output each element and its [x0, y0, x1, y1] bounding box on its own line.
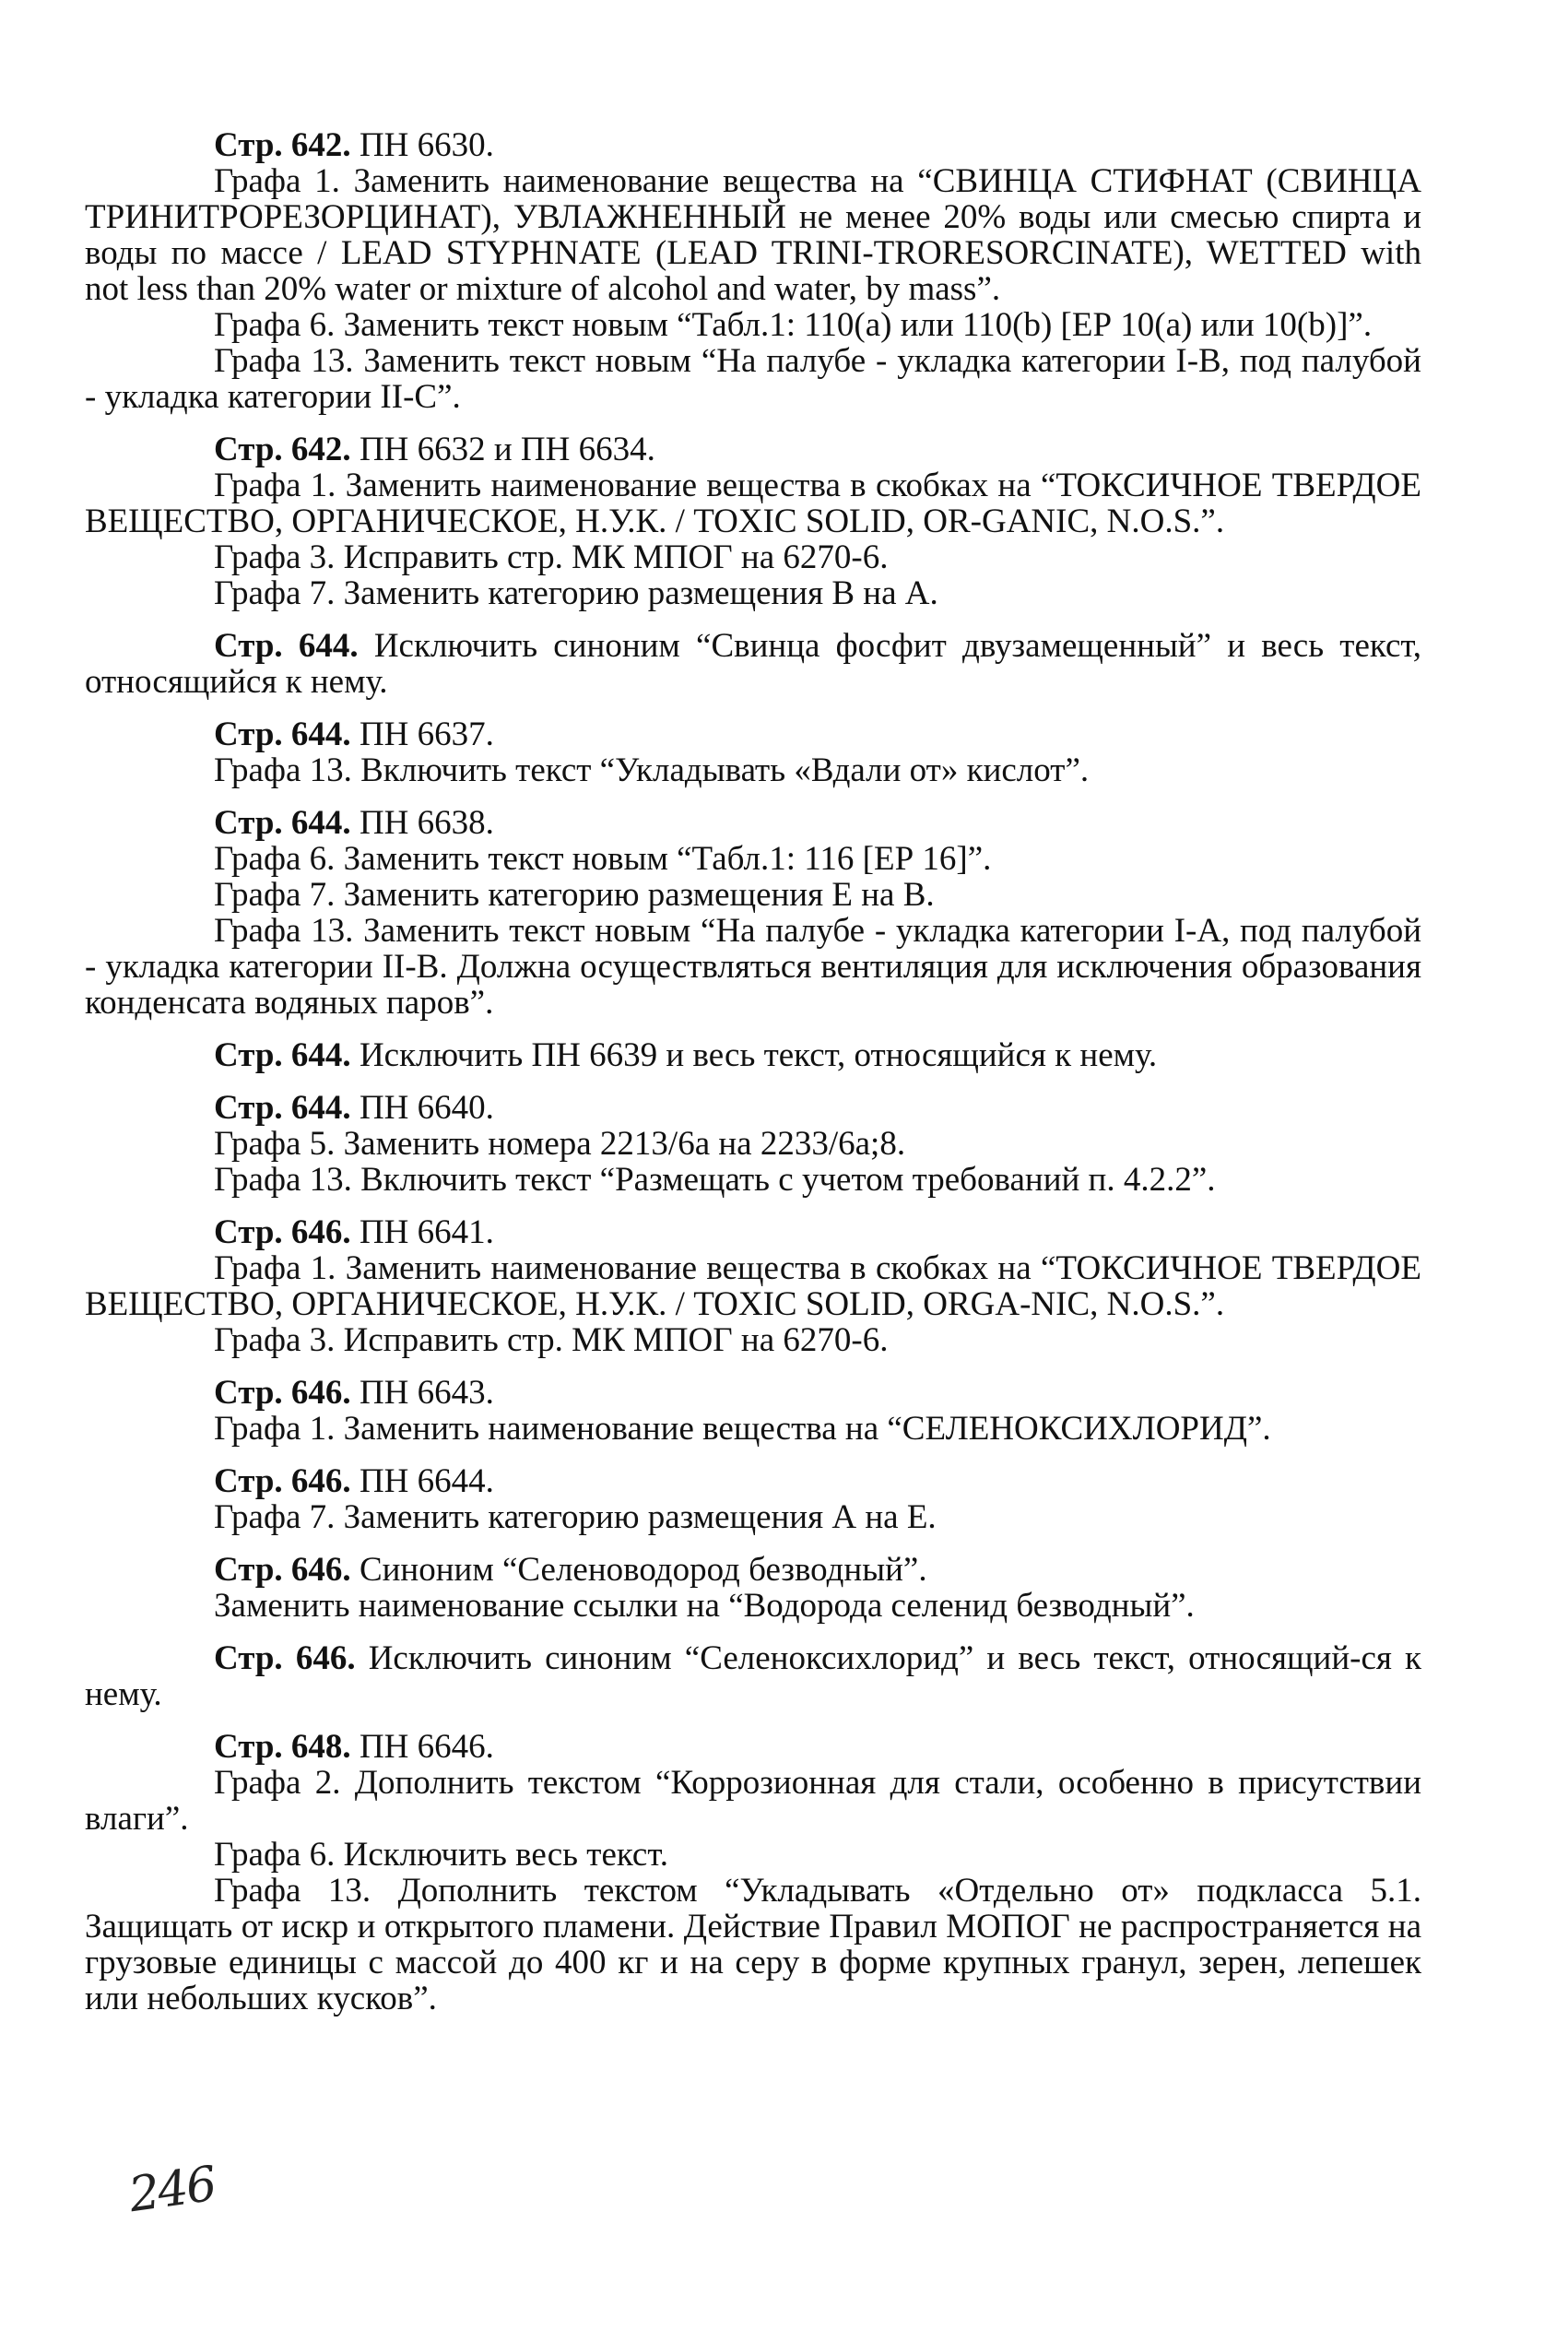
- amendment-item: Графа 6. Исключить весь текст.: [214, 1836, 668, 1874]
- page-reference: Стр. 642.: [214, 126, 351, 164]
- entry-header: [85, 805, 1421, 841]
- entry-header: [85, 1729, 1421, 1765]
- page-reference: Стр. 646.: [214, 1213, 351, 1251]
- amendment-entry: [85, 127, 1421, 415]
- amendment-item: Графа 6. Заменить текст новым “Табл.1: 116 [ЕР 16]”.: [214, 840, 992, 878]
- amendment-entry: [85, 628, 1421, 700]
- entry-header: [85, 1552, 1421, 1588]
- page-reference: Стр. 642.: [214, 431, 351, 468]
- page-reference: Стр. 644.: [214, 627, 359, 665]
- amendment-entry: [85, 1037, 1421, 1073]
- entry-header: [85, 716, 1421, 752]
- entry-subject: Синоним “Селеноводород безводный”.: [350, 1551, 927, 1589]
- page-reference: Стр. 646.: [214, 1639, 356, 1677]
- amendment-item: Графа 2. Дополнить текстом “Коррозионная для стали, особенно в присутствии влаги”.: [85, 1764, 1421, 1838]
- entry-header: [85, 127, 1421, 163]
- entry-header: [85, 1463, 1421, 1499]
- amendment-entry: [85, 432, 1421, 611]
- amendment-item: Графа 13. Заменить текст новым “На палубе - укладка категории I-B, под палубой - укладка категории II-C”.: [85, 342, 1421, 416]
- amendment-entry: [85, 1463, 1421, 1535]
- amendment-entry: [85, 1375, 1421, 1447]
- page-reference: Стр. 646.: [214, 1551, 351, 1589]
- amendment-entry: [85, 1729, 1421, 2017]
- amendment-item: Графа 5. Заменить номера 2213/6а на 2233/6а;8.: [214, 1125, 906, 1163]
- entry-header: [85, 1037, 1421, 1073]
- page-reference: Стр. 648.: [214, 1728, 351, 1766]
- amendment-item: Графа 3. Исправить стр. МК МПОГ на 6270-6.: [214, 538, 889, 576]
- amendment-item: Графа 1. Заменить наименование вещества в скобках на “ТОКСИЧНОЕ ТВЕРДОЕ ВЕЩЕСТВО, ОРГАНИЧЕСКОЕ, Н.У.К. / TOXIC SOLID, ORGA-NIC, N.O.S.”.: [85, 1249, 1421, 1323]
- entry-subject: ПН 6637.: [350, 716, 494, 753]
- entry-header: [85, 432, 1421, 467]
- page-reference: Стр. 646.: [214, 1374, 351, 1412]
- page-reference: Стр. 644.: [214, 1036, 351, 1074]
- amendment-entry: [85, 805, 1421, 1021]
- amendment-entry: [85, 1214, 1421, 1358]
- entry-subject: ПН 6641.: [350, 1213, 494, 1251]
- amendment-item: Графа 7. Заменить категорию размещения Е на В.: [214, 876, 935, 914]
- entry-header: [85, 1090, 1421, 1126]
- entry-header: [85, 628, 1421, 700]
- amendment-item: Графа 13. Дополнить текстом “Укладывать «Отдельно от» подкласса 5.1. Защищать от искр и открытого пламени. Действие Правил МОПОГ не распространяется на грузовые единицы с массой до 400 кг и на серу в форме крупных гранул, зерен, лепешек или небольших кусков”.: [85, 1872, 1421, 2017]
- entry-subject: ПН 6630.: [350, 126, 494, 164]
- entry-header: [85, 1214, 1421, 1250]
- amendment-item: Графа 1. Заменить наименование вещества на “СЕЛЕНОКСИХЛОРИД”.: [214, 1410, 1271, 1448]
- entry-subject: ПН 6643.: [350, 1374, 494, 1412]
- amendment-item: Графа 7. Заменить категорию размещения В на А.: [214, 574, 938, 612]
- amendment-entry: [85, 1090, 1421, 1198]
- amendment-item: Графа 13. Заменить текст новым “На палубе - укладка категории I-A, под палубой - укладка категории II-B. Должна осуществляться вентиляция для исключения образования конденсата водяных паров”.: [85, 912, 1421, 1022]
- entry-subject: ПН 6632 и ПН 6634.: [350, 431, 655, 468]
- amendment-item: Графа 13. Включить текст “Размещать с учетом требований п. 4.2.2”.: [214, 1161, 1216, 1199]
- page-reference: Стр. 644.: [214, 804, 351, 842]
- page-reference: Стр. 646.: [214, 1462, 351, 1500]
- entry-subject: ПН 6646.: [350, 1728, 494, 1766]
- entry-subject: Исключить синоним “Свинца фосфит двузамещенный” и весь текст, относящийся к нему.: [85, 627, 1422, 701]
- amendment-item: Графа 13. Включить текст “Укладывать «Вдали от» кислот”.: [214, 751, 1090, 789]
- amendment-item: Графа 7. Заменить категорию размещения А на Е.: [214, 1498, 937, 1536]
- entry-subject: ПН 6644.: [350, 1462, 494, 1500]
- amendment-entry: [85, 1640, 1421, 1712]
- amendment-entry: [85, 716, 1421, 788]
- entry-subject: Исключить ПН 6639 и весь текст, относящийся к нему.: [350, 1036, 1158, 1074]
- amendment-item: Заменить наименование ссылки на “Водорода селенид безводный”.: [214, 1587, 1195, 1625]
- amendment-item: Графа 1. Заменить наименование вещества в скобках на “ТОКСИЧНОЕ ТВЕРДОЕ ВЕЩЕСТВО, ОРГАНИЧЕСКОЕ, Н.У.К. / TOXIC SOLID, OR-GANIC, N.O.S.”.: [85, 467, 1421, 540]
- amendment-item: Графа 3. Исправить стр. МК МПОГ на 6270-6.: [214, 1321, 889, 1359]
- document-body: [85, 127, 1421, 2033]
- amendment-item: Графа 1. Заменить наименование вещества на “СВИНЦА СТИФНАТ (СВИНЦА ТРИНИТРОРЕЗОРЦИНАТ), УВЛАЖНЕННЫЙ не менее 20% воды или смесью спирта и воды по массе / LEAD STYPHNATE (LEAD TRINI-TRORESORCINATE), WETTED with not less than 20% water or mixture of alcohol and water, by mass”.: [85, 162, 1421, 308]
- entry-subject: Исключить синоним “Селеноксихлорид” и весь текст, относящий-ся к нему.: [85, 1639, 1421, 1713]
- entry-subject: ПН 6640.: [350, 1089, 494, 1127]
- entry-subject: ПН 6638.: [350, 804, 494, 842]
- entry-header: [85, 1640, 1421, 1712]
- amendment-entry: [85, 1552, 1421, 1624]
- page-reference: Стр. 644.: [214, 1089, 351, 1127]
- handwritten-page-number: 246: [125, 2156, 218, 2224]
- amendment-item: Графа 6. Заменить текст новым “Табл.1: 110(а) или 110(b) [ЕР 10(а) или 10(b)]”.: [214, 306, 1373, 344]
- entry-header: [85, 1375, 1421, 1411]
- page-reference: Стр. 644.: [214, 716, 351, 753]
